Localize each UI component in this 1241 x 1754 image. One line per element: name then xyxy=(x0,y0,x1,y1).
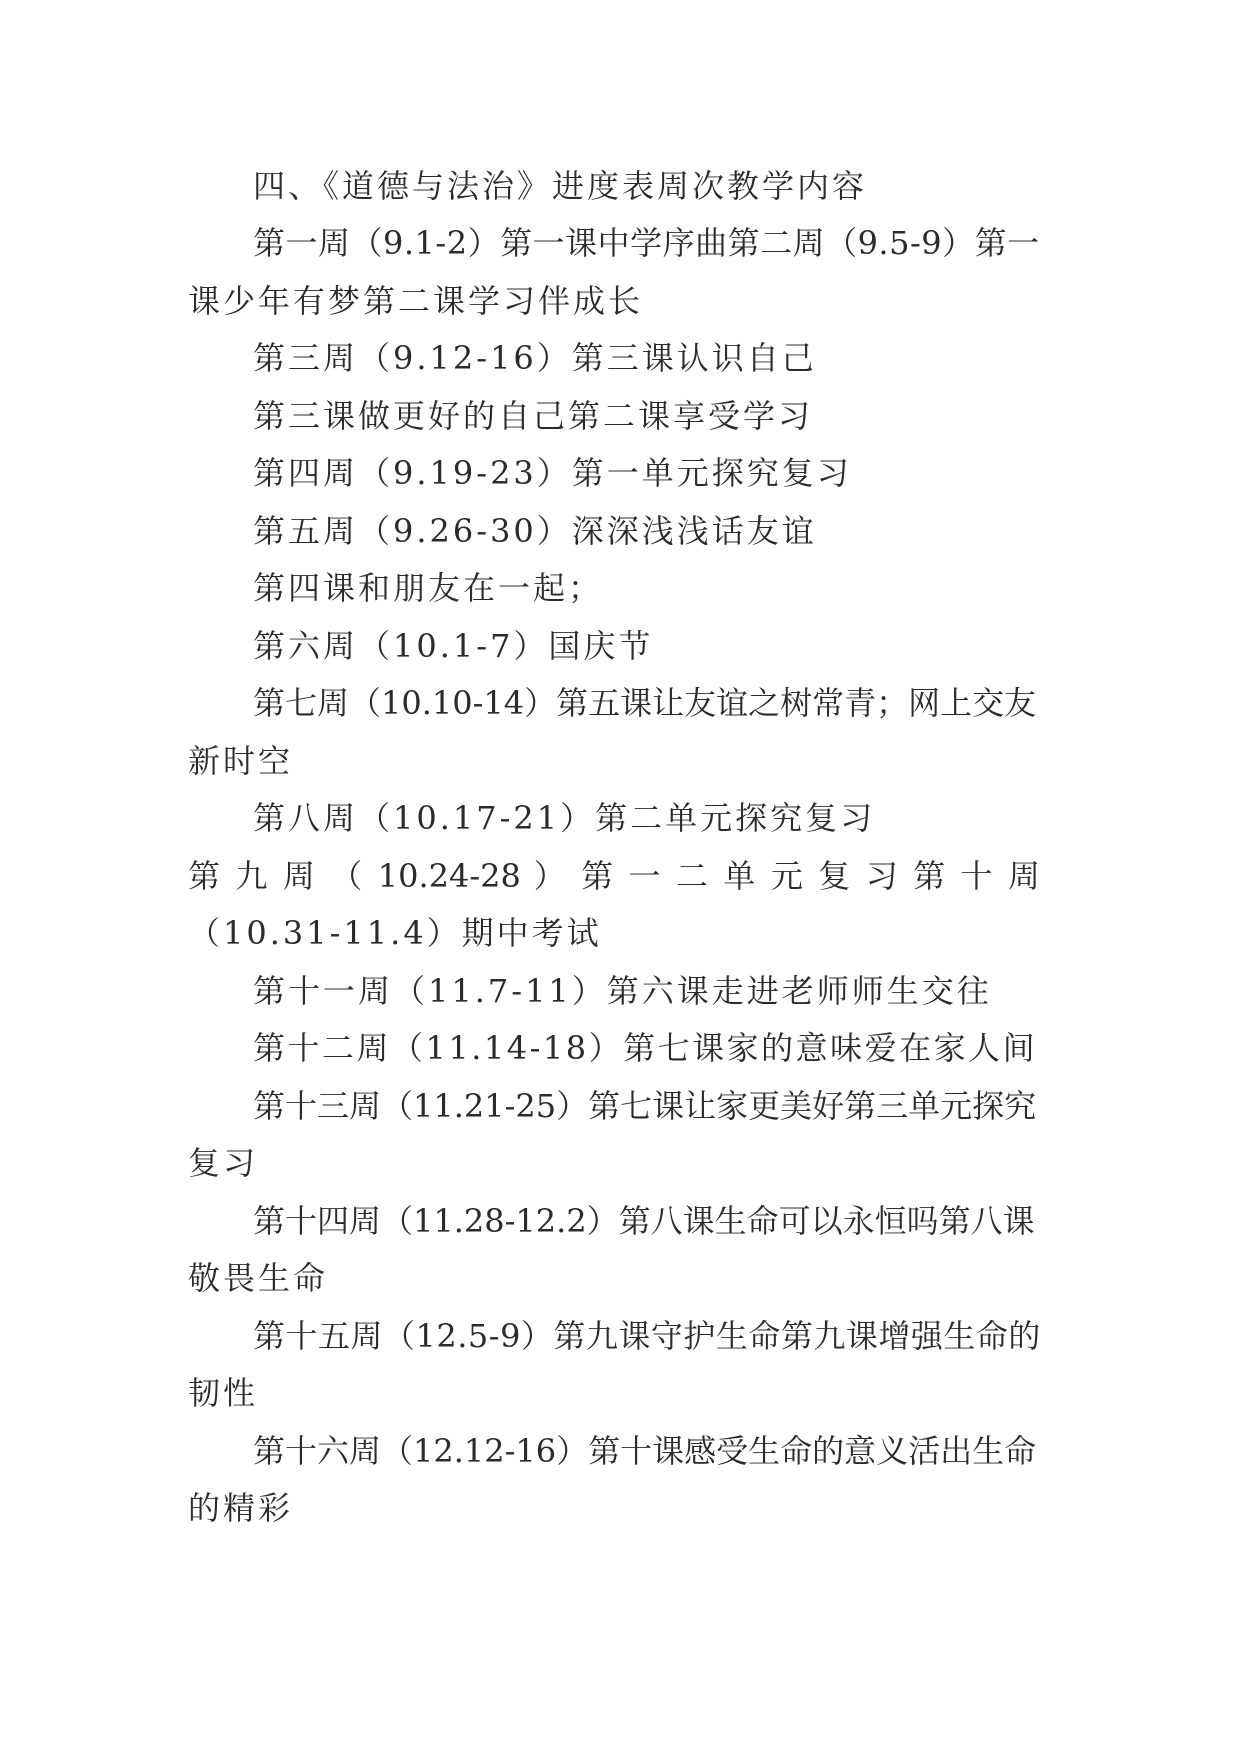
paragraph-line: 第十一周（11.7-11）第六课走进老师师生交往 xyxy=(253,972,992,1010)
section-heading: 四、《道德与法治》进度表周次教学内容 xyxy=(253,167,868,205)
paragraph-line: 第三周（9.12-16）第三课认识自己 xyxy=(253,339,817,377)
paragraph-line: 第三课做更好的自己第二课享受学习 xyxy=(253,397,814,435)
paragraph-line: 复习 xyxy=(188,1144,259,1182)
paragraph-line: 韧性 xyxy=(188,1374,259,1412)
paragraph-line: 第四课和朋友在一起； xyxy=(253,569,604,607)
paragraph-line: 的精彩 xyxy=(188,1489,294,1527)
paragraph-line: 第十二周（11.14-18）第七课家的意味爱在家人间 xyxy=(253,1029,1038,1067)
paragraph-line: （10.31-11.4）期中考试 xyxy=(188,914,602,952)
paragraph-line: 第六周（10.1-7）国庆节 xyxy=(253,627,654,665)
paragraph-line: 第一周（9.1-2）第一课中学序曲第二周（9.5-9）第一 xyxy=(253,224,1040,262)
paragraph-line: 课少年有梦第二课学习伴成长 xyxy=(188,282,644,320)
paragraph-line: 第十四周（11.28-12.2）第八课生命可以永恒吗第八课 xyxy=(253,1202,1035,1240)
paragraph-line: 第十六周（12.12-16）第十课感受生命的意义活出生命 xyxy=(253,1432,1037,1470)
paragraph-line: 第四周（9.19-23）第一单元探究复习 xyxy=(253,454,852,492)
paragraph-line: 第八周（10.17-21）第二单元探究复习 xyxy=(253,799,876,837)
paragraph-line: 第七周（10.10-14）第五课让友谊之树常青；网上交友 xyxy=(253,684,1037,722)
paragraph-line: 第十五周（12.5-9）第九课守护生命第九课增强生命的 xyxy=(253,1317,1041,1355)
paragraph-line: 第 九 周 （ 10.24-28 ） 第 一 二 单 元 复 习 第 十 周 xyxy=(188,857,1040,895)
paragraph-line: 新时空 xyxy=(188,742,294,780)
paragraph-line: 第十三周（11.21-25）第七课让家更美好第三单元探究 xyxy=(253,1087,1037,1125)
paragraph-line: 第五周（9.26-30）深深浅浅话友谊 xyxy=(253,512,817,550)
paragraph-line: 敬畏生命 xyxy=(188,1259,329,1297)
